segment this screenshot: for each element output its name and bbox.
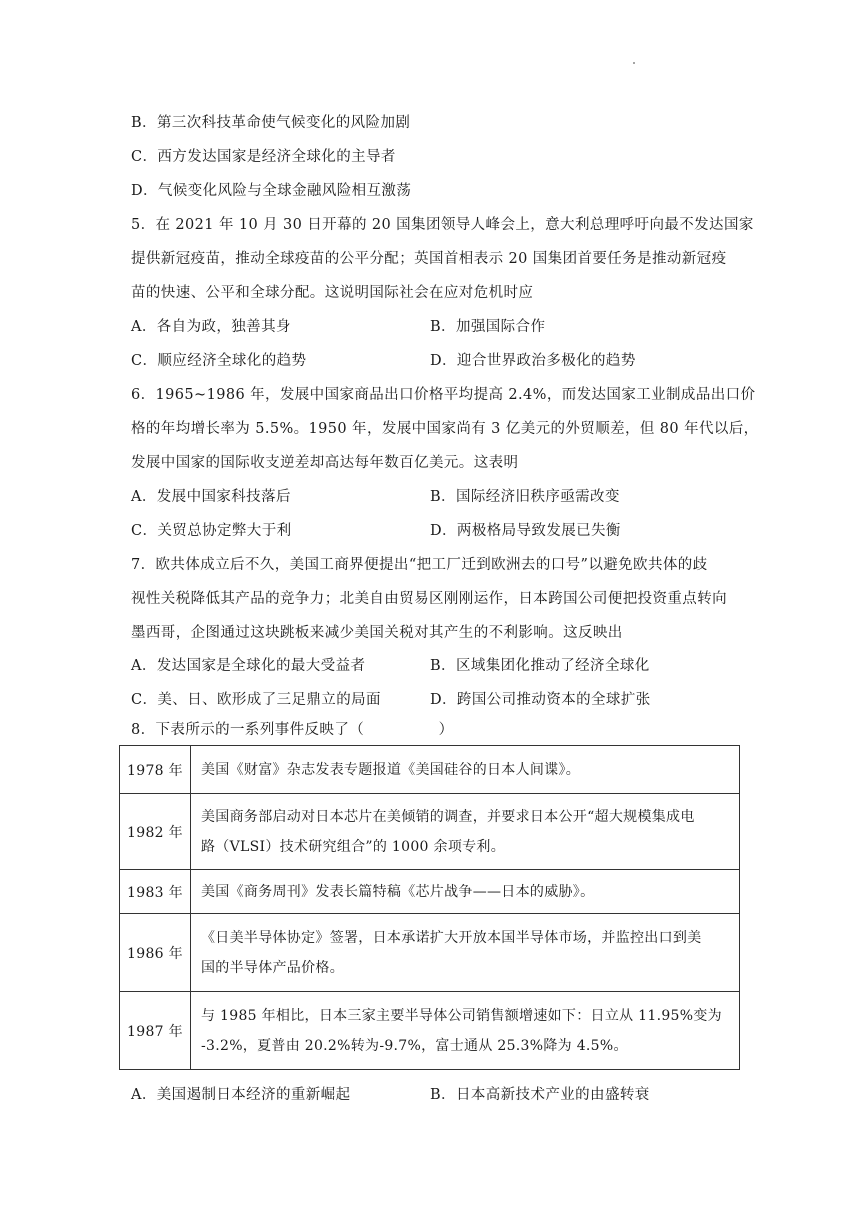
table-year-cell: 1978 年 xyxy=(120,746,191,794)
q5-stem-line-3: 苗的快速、公平和全球分配。这说明国际社会在应对危机时应 xyxy=(131,285,534,301)
table-desc-line: 美国商务部启动对日本芯片在美倾销的调查，并要求日本公开“超大规模集成电 xyxy=(201,808,695,825)
table-row xyxy=(120,794,740,870)
table-year-cell: 1986 年 xyxy=(120,914,191,992)
q7-option-c: C．美、日、欧形成了三足鼎立的局面 xyxy=(131,692,381,708)
table-desc-cell xyxy=(191,992,740,1070)
q6-stem-line-2: 格的年均增长率为 5.5%。1950 年，发展中国家尚有 3 亿美元的外贸顺差，但 80 年代以后， xyxy=(131,421,759,437)
table-desc-line: 与 1985 年相比，日本三家主要半导体公司销售额增速如下：日立从 11.95%变为 xyxy=(201,1007,722,1024)
table-desc-cell xyxy=(191,794,740,870)
q5-option-d: D．迎合世界政治多极化的趋势 xyxy=(430,353,636,369)
q6-stem-line-3: 发展中国家的国际收支逆差却高达每年数百亿美元。这表明 xyxy=(131,455,519,471)
q5-option-a: A．各自为政，独善其身 xyxy=(131,319,291,335)
table-year-cell: 1983 年 xyxy=(120,870,191,914)
table-desc-cell: 美国《财富》杂志发表专题报道《美国硅谷的日本人间谍》。 xyxy=(191,746,740,794)
q6-option-c: C．关贸总协定弊大于利 xyxy=(131,523,292,539)
q6-option-a: A．发展中国家科技落后 xyxy=(131,489,291,505)
q7-stem-line-1: 7．欧共体成立后不久，美国工商界便提出“把工厂迁到欧洲去的口号”以避免欧共体的歧 xyxy=(131,557,708,573)
table-year-cell: 1987 年 xyxy=(120,992,191,1070)
q7-option-b: B．区域集团化推动了经济全球化 xyxy=(430,658,650,674)
table-row xyxy=(120,992,740,1070)
q5-option-c: C．顺应经济全球化的趋势 xyxy=(131,353,307,369)
table-row xyxy=(120,746,740,794)
table-desc-line: -3.2%，夏普由 20.2%转为-9.7%，富士通从 25.3%降为 4.5%。 xyxy=(201,1037,628,1054)
q8-option-a: A．美国遏制日本经济的重新崛起 xyxy=(131,1087,351,1103)
q7-option-a: A．发达国家是全球化的最大受益者 xyxy=(131,658,366,674)
table-desc-line: 路（VLSI）技术研究组合”的 1000 余项专利。 xyxy=(201,838,506,855)
events-table xyxy=(119,745,740,1070)
q6-option-d: D．两极格局导致发展已失衡 xyxy=(430,523,621,539)
table-desc-line: 《日美半导体协定》签署，日本承诺扩大开放本国半导体市场，并监控出口到美 xyxy=(201,929,702,946)
header-mark xyxy=(633,62,635,64)
q5-stem-line-2: 提供新冠疫苗，推动全球疫苗的公平分配；英国首相表示 20 国集团首要任务是推动新冠疫 xyxy=(131,251,727,267)
table-year-cell: 1982 年 xyxy=(120,794,191,870)
q7-stem-line-3: 墨西哥，企图通过这块跳板来减少美国关税对其产生的不利影响。这反映出 xyxy=(131,625,623,641)
q5-stem-line-1: 5．在 2021 年 10 月 30 日开幕的 20 国集团领导人峰会上，意大利总理呼吁向最不发达国家 xyxy=(131,217,754,233)
table-row xyxy=(120,870,740,914)
q4-option-c: C．西方发达国家是经济全球化的主导者 xyxy=(131,149,396,165)
q6-stem-line-1: 6．1965~1986 年，发展中国家商品出口价格平均提高 2.4%，而发达国家工业制成品出口价 xyxy=(131,387,756,403)
q4-option-d: D．气候变化风险与全球金融风险相互激荡 xyxy=(131,183,412,199)
q8-option-b: B．日本高新技术产业的由盛转衰 xyxy=(430,1087,650,1103)
table-desc-cell xyxy=(191,914,740,992)
q4-option-b: B．第三次科技革命使气候变化的风险加剧 xyxy=(131,115,411,131)
q6-option-b: B．国际经济旧秩序亟需改变 xyxy=(430,489,620,505)
table-desc-line: 国的半导体产品价格。 xyxy=(201,959,344,976)
q7-option-d: D．跨国公司推动资本的全球扩张 xyxy=(430,692,651,708)
table-row xyxy=(120,914,740,992)
table-desc-cell: 美国《商务周刊》发表长篇特稿《芯片战争——日本的威胁》。 xyxy=(191,870,740,914)
q5-option-b: B．加强国际合作 xyxy=(430,319,546,335)
q7-stem-line-2: 视性关税降低其产品的竞争力；北美自由贸易区刚刚运作，日本跨国公司便把投资重点转向 xyxy=(131,591,727,607)
q8-stem: 8．下表所示的一系列事件反映了（ ） xyxy=(131,722,454,738)
